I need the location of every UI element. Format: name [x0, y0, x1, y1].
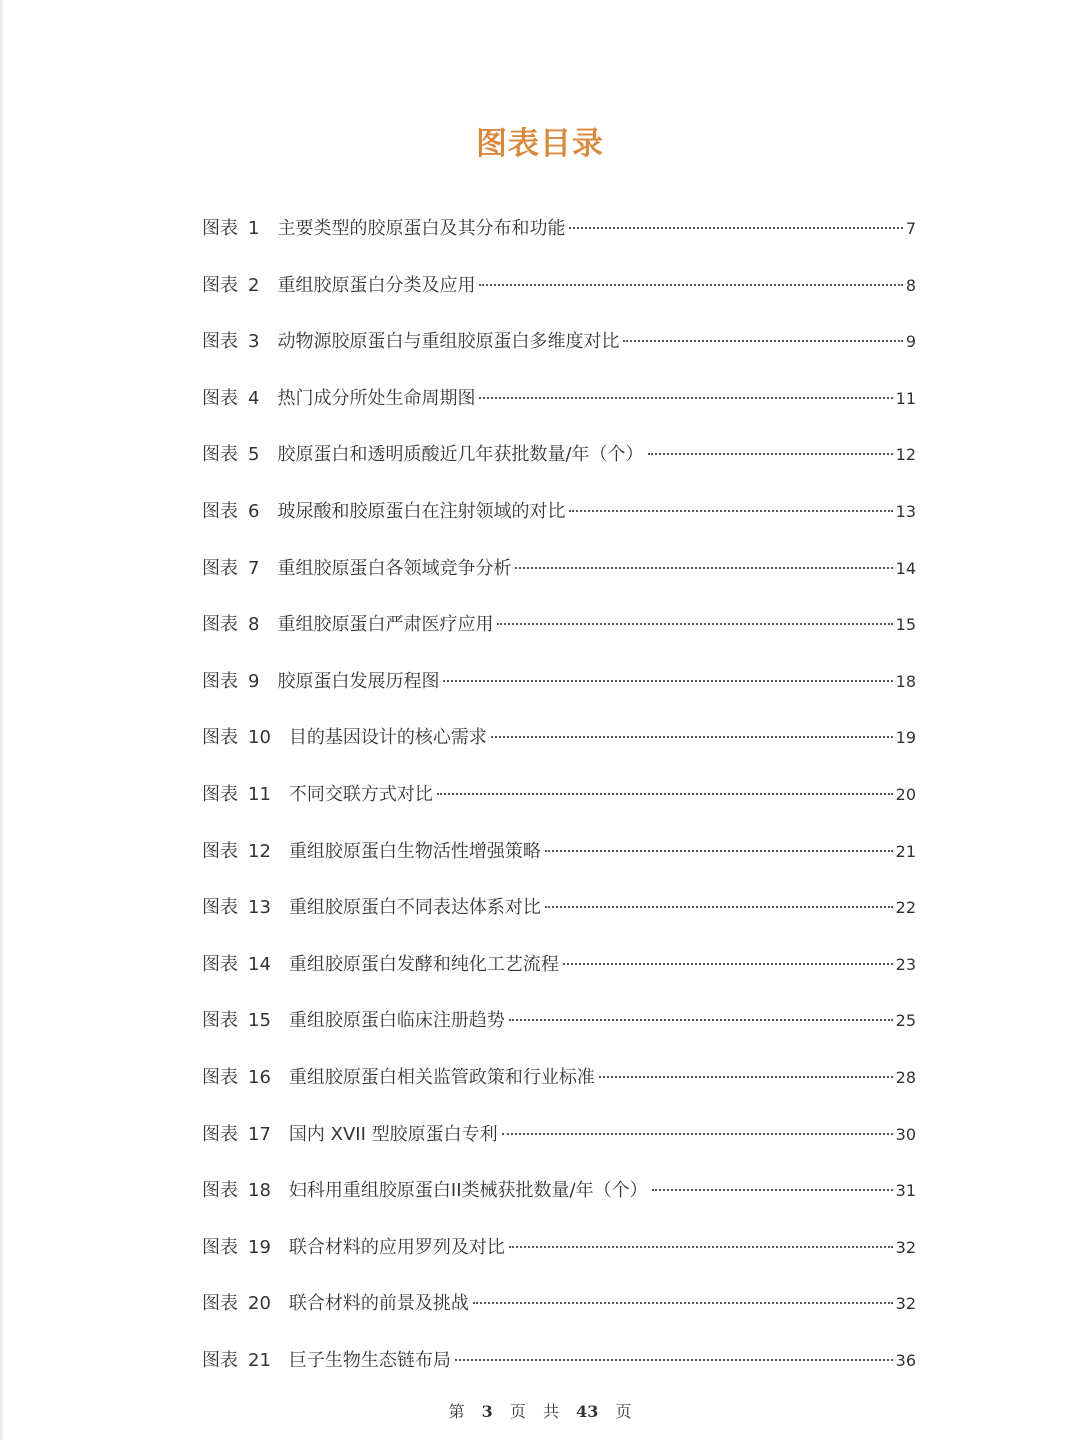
toc-entry-title: 胶原蛋白和透明质酸近几年获批数量/年（个） — [277, 444, 644, 466]
toc-entry-prefix: 图表 — [202, 670, 238, 692]
toc-entry[interactable] — [202, 1002, 916, 1059]
toc-entry-title: 目的基因设计的核心需求 — [288, 727, 487, 749]
toc-entry-dot-leader — [509, 1019, 893, 1021]
toc-entry-title: 玻尿酸和胶原蛋白在注射领域的对比 — [277, 500, 566, 522]
toc-entry-dot-leader — [479, 284, 902, 286]
toc-entry-page-number: 8 — [905, 275, 916, 295]
toc-entry[interactable] — [202, 1285, 916, 1342]
toc-entry-page-number: 31 — [895, 1181, 916, 1201]
toc-entry-title: 重组胶原蛋白不同表达体系对比 — [288, 897, 541, 919]
toc-entry-prefix: 图表 — [202, 840, 238, 862]
toc-entry-page-number: 21 — [895, 841, 916, 861]
toc-entry-dot-leader — [497, 623, 892, 625]
toc-entry[interactable] — [202, 550, 916, 607]
toc-entry-prefix: 图表 — [202, 783, 238, 805]
toc-entry-number: 3 — [248, 331, 260, 353]
toc-entry-prefix: 图表 — [202, 331, 238, 353]
toc-entry-number: 13 — [248, 897, 271, 919]
toc-entry-page-number: 32 — [895, 1294, 916, 1314]
toc-entry-page-number: 19 — [895, 728, 916, 748]
toc-entry-dot-leader — [473, 1302, 893, 1304]
toc-entry-number: 16 — [248, 1066, 271, 1088]
toc-entry-prefix: 图表 — [202, 274, 238, 296]
toc-entry-dot-leader — [479, 397, 892, 399]
toc-entry-page-number: 12 — [895, 445, 916, 465]
toc-entry-page-number: 25 — [895, 1011, 916, 1031]
toc-entry-number: 18 — [248, 1180, 271, 1202]
toc-entry-number: 8 — [248, 614, 260, 636]
toc-entry-title: 国内 XVII 型胶原蛋白专利 — [288, 1123, 498, 1145]
toc-entry[interactable] — [202, 946, 916, 1003]
toc-entry-number: 21 — [248, 1349, 271, 1371]
toc-entry-title: 重组胶原蛋白各领域竞争分析 — [277, 557, 512, 579]
toc-entry-number: 7 — [248, 557, 260, 579]
toc-entry-dot-leader — [545, 850, 893, 852]
toc-entry[interactable] — [202, 833, 916, 890]
toc-entry-page-number: 23 — [895, 954, 916, 974]
toc-entry-prefix: 图表 — [202, 1123, 238, 1145]
toc-entry[interactable] — [202, 210, 916, 267]
toc-entry-title: 巨子生物生态链布局 — [288, 1349, 451, 1371]
footer-page-label: 第 — [448, 1402, 465, 1421]
page-title: 图表目录 — [476, 126, 604, 162]
toc-entry-number: 2 — [248, 274, 260, 296]
toc-entry-number: 10 — [248, 727, 271, 749]
toc-entry[interactable] — [202, 493, 916, 550]
toc-entry-prefix: 图表 — [202, 1010, 238, 1032]
toc-entry-title: 重组胶原蛋白严肃医疗应用 — [277, 614, 494, 636]
toc-entry-title: 妇科用重组胶原蛋白II类械获批数量/年（个） — [288, 1180, 648, 1202]
toc-entry-title: 重组胶原蛋白临床注册趋势 — [288, 1010, 505, 1032]
footer-total-label: 共 — [542, 1402, 559, 1421]
toc-entry-page-number: 7 — [905, 219, 916, 238]
toc-entry-prefix: 图表 — [202, 557, 238, 579]
toc-entry-prefix: 图表 — [202, 444, 238, 466]
toc-entry-title: 重组胶原蛋白生物活性增强策略 — [288, 840, 541, 862]
toc-entry-number: 5 — [248, 444, 260, 466]
footer-current-page: 3 — [481, 1402, 493, 1421]
toc-entry-prefix: 图表 — [202, 387, 238, 409]
toc-entry-prefix: 图表 — [202, 1180, 238, 1202]
toc-entry-title: 联合材料的应用罗列及对比 — [288, 1236, 505, 1258]
toc-entry[interactable] — [202, 889, 916, 946]
toc-entry[interactable] — [202, 436, 916, 493]
toc-entry[interactable] — [202, 663, 916, 720]
toc-entry-dot-leader — [545, 906, 893, 908]
toc-entry-prefix: 图表 — [202, 897, 238, 919]
toc-entry-prefix: 图表 — [202, 1293, 238, 1315]
toc-entry-number: 12 — [248, 840, 271, 862]
footer-total-unit: 页 — [615, 1402, 632, 1421]
toc-entry-prefix: 图表 — [202, 1066, 238, 1088]
toc-entry-page-number: 28 — [895, 1067, 916, 1087]
toc-entry-title: 重组胶原蛋白发酵和纯化工艺流程 — [288, 953, 559, 975]
toc-entry-page-number: 15 — [895, 615, 916, 635]
page-edge-shadow — [0, 0, 4, 1440]
toc-entry[interactable] — [202, 1172, 916, 1229]
toc-entry-number: 15 — [248, 1010, 271, 1032]
toc-entry[interactable] — [202, 1342, 916, 1399]
toc-entry-title: 胶原蛋白发展历程图 — [277, 670, 440, 692]
toc-entry-title: 热门成分所处生命周期图 — [277, 387, 476, 409]
toc-entry-dot-leader — [648, 453, 893, 455]
toc-entry[interactable] — [202, 719, 916, 776]
toc-entry[interactable] — [202, 1116, 916, 1173]
toc-entry-page-number: 18 — [895, 671, 916, 691]
toc-entry-prefix: 图表 — [202, 727, 238, 749]
footer-total-pages: 43 — [576, 1402, 599, 1421]
footer-page-unit: 页 — [509, 1402, 526, 1421]
toc-entry[interactable] — [202, 380, 916, 437]
toc-entry-number: 11 — [248, 783, 271, 805]
toc-entry-prefix: 图表 — [202, 1236, 238, 1258]
toc-entry[interactable] — [202, 776, 916, 833]
toc-entry-dot-leader — [455, 1359, 893, 1361]
toc-entry-dot-leader — [569, 227, 902, 229]
toc-entry[interactable] — [202, 267, 916, 324]
toc-entry-page-number: 11 — [895, 388, 916, 408]
toc-entry-title: 不同交联方式对比 — [288, 783, 433, 805]
toc-entry-dot-leader — [652, 1189, 893, 1191]
toc-entry-prefix: 图表 — [202, 218, 238, 239]
toc-entry[interactable] — [202, 606, 916, 663]
toc-entry[interactable] — [202, 323, 916, 380]
toc-entry-number: 17 — [248, 1123, 271, 1145]
toc-entry-page-number: 14 — [895, 558, 916, 578]
toc-entry-dot-leader — [437, 793, 893, 795]
toc-entry-title: 主要类型的胶原蛋白及其分布和功能 — [277, 218, 566, 239]
toc-entry-dot-leader — [599, 1076, 893, 1078]
toc-entry[interactable] — [202, 1229, 916, 1286]
toc-entry-page-number: 32 — [895, 1237, 916, 1257]
toc-entry-number: 19 — [248, 1236, 271, 1258]
toc-entry-prefix: 图表 — [202, 500, 238, 522]
toc-entry-title: 动物源胶原蛋白与重组胶原蛋白多维度对比 — [277, 331, 620, 353]
page-footer — [0, 1399, 1080, 1422]
toc-entry-dot-leader — [569, 510, 892, 512]
toc-entry-prefix: 图表 — [202, 614, 238, 636]
toc-entry-page-number: 22 — [895, 898, 916, 918]
toc-entry-dot-leader — [515, 567, 892, 569]
toc-entry-dot-leader — [491, 736, 893, 738]
toc-entry-dot-leader — [502, 1133, 893, 1135]
toc-entry-number: 20 — [248, 1293, 271, 1315]
toc-entry-dot-leader — [623, 340, 902, 342]
toc-entry-number: 4 — [248, 387, 260, 409]
toc-entry-number: 9 — [248, 670, 260, 692]
toc-entry-number: 14 — [248, 953, 271, 975]
toc-entry-page-number: 36 — [895, 1350, 916, 1370]
toc-entry-dot-leader — [563, 963, 893, 965]
toc-entry-dot-leader — [443, 680, 892, 682]
toc-entry-prefix: 图表 — [202, 953, 238, 975]
toc-entry-number: 6 — [248, 500, 260, 522]
toc-entry-page-number: 9 — [905, 332, 916, 352]
toc-entry-prefix: 图表 — [202, 1349, 238, 1371]
toc-entry-title: 重组胶原蛋白分类及应用 — [277, 274, 476, 296]
toc-entry-number: 1 — [248, 218, 260, 239]
toc-entry-page-number: 20 — [895, 784, 916, 804]
toc-entry-dot-leader — [509, 1246, 893, 1248]
figure-table-of-contents — [202, 210, 916, 1398]
toc-entry[interactable] — [202, 1059, 916, 1116]
toc-entry-title: 重组胶原蛋白相关监管政策和行业标准 — [288, 1066, 595, 1088]
toc-entry-title: 联合材料的前景及挑战 — [288, 1293, 469, 1315]
toc-entry-page-number: 13 — [895, 501, 916, 521]
toc-entry-page-number: 30 — [895, 1124, 916, 1144]
